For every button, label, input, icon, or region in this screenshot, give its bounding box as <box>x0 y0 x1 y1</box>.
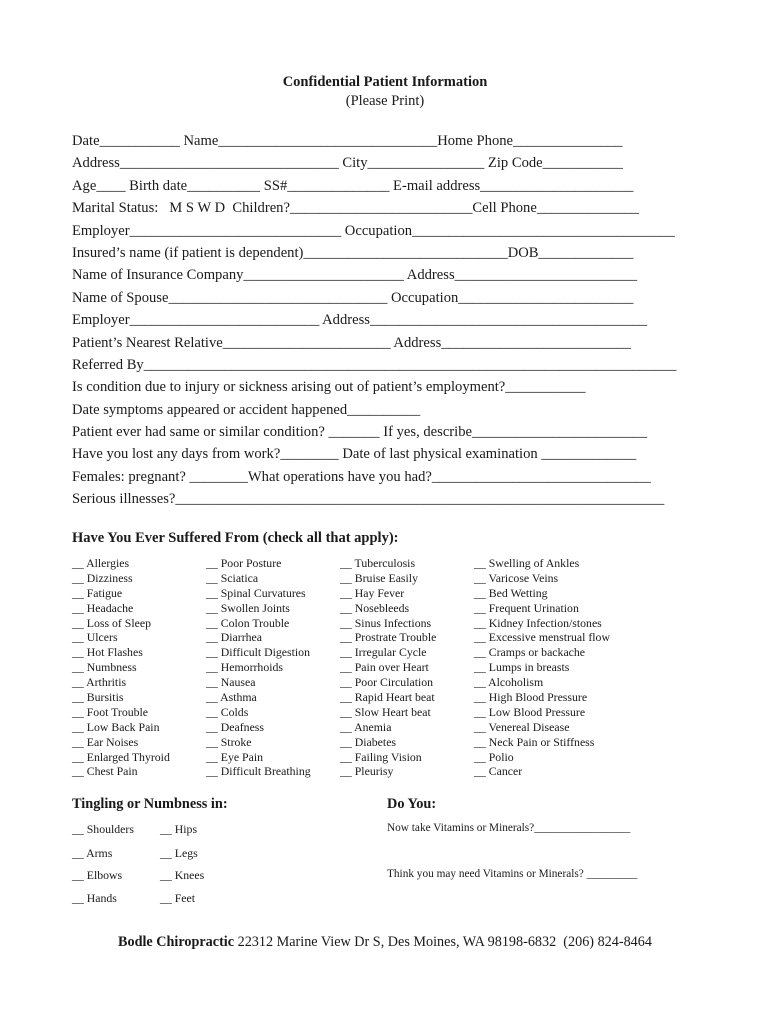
condition-checkbox[interactable]: __ Excessive menstrual flow <box>474 630 610 645</box>
condition-checkbox[interactable]: __ Spinal Curvatures <box>206 585 306 600</box>
form-line-marital-status[interactable]: Marital Status: M S W D Children?_________________________Cell Phone______________ <box>72 200 639 217</box>
form-line-insurance-company[interactable]: Name of Insurance Company______________________ Address_________________________ <box>72 267 638 284</box>
patient-details-fields <box>72 130 682 511</box>
form-title: Confidential Patient Information <box>282 74 488 90</box>
form-line-pregnant-operations[interactable]: Females: pregnant? ________What operations have you had?______________________________ <box>72 468 651 485</box>
condition-checkbox[interactable]: __ Cancer <box>474 764 523 779</box>
do-you-heading: Do You: <box>387 796 437 812</box>
condition-checkbox[interactable]: __ Slow Heart beat <box>340 704 431 719</box>
condition-checkbox[interactable]: __ Asthma <box>206 690 257 705</box>
condition-checkbox[interactable]: __ Colds <box>206 704 249 719</box>
condition-checkbox[interactable]: __ Kidney Infection/stones <box>474 615 602 630</box>
form-line-spouse[interactable]: Name of Spouse______________________________ Occupation________________________ <box>72 289 634 306</box>
condition-checkbox[interactable]: __ Difficult Breathing <box>206 764 311 779</box>
vitamins-now-field[interactable]: Now take Vitamins or Minerals?_________________ <box>387 822 631 834</box>
condition-checkbox[interactable]: __ Polio <box>474 749 514 764</box>
condition-checkbox[interactable]: __ Bruise Easily <box>340 570 418 585</box>
condition-checkbox[interactable]: __ Low Blood Pressure <box>474 704 586 719</box>
condition-checkbox[interactable]: __ Sinus Infections <box>340 615 432 630</box>
condition-checkbox[interactable]: __ Hay Fever <box>340 585 405 600</box>
form-line-symptoms-date[interactable]: Date symptoms appeared or accident happened__________ <box>72 401 421 418</box>
condition-checkbox[interactable]: __ Allergies <box>72 556 130 570</box>
condition-checkbox[interactable]: __ Eye Pain <box>206 749 264 764</box>
form-line-referred-by[interactable]: Referred By_________________________________________________________________________ <box>72 356 677 373</box>
tingling-shoulders-checkbox[interactable]: __ Shoulders <box>72 822 134 836</box>
condition-checkbox[interactable]: __ Numbness <box>72 660 137 675</box>
condition-checkbox[interactable]: __ Hot Flashes <box>72 645 143 660</box>
conditions-column-2 <box>206 556 311 779</box>
condition-checkbox[interactable]: __ Diarrhea <box>206 630 263 645</box>
condition-checkbox[interactable]: __ Venereal Disease <box>474 719 570 734</box>
tingling-hips-checkbox[interactable]: __ Hips <box>160 822 198 836</box>
clinic-name: Bodle Chiropractic <box>118 934 235 950</box>
condition-checkbox[interactable]: __ Sciatica <box>206 570 259 585</box>
condition-checkbox[interactable]: __ Diabetes <box>340 734 397 749</box>
form-line-employer[interactable]: Employer_____________________________ Occupation____________________________________ <box>72 222 675 239</box>
conditions-heading: Have You Ever Suffered From (check all that apply): <box>72 530 399 546</box>
condition-checkbox[interactable]: __ Tuberculosis <box>340 556 416 570</box>
vitamins-need-field[interactable]: Think you may need Vitamins or Minerals? _________ <box>387 868 638 880</box>
form-line-spouse-employer[interactable]: Employer__________________________ Address______________________________________ <box>72 312 648 329</box>
condition-checkbox[interactable]: __ Dizziness <box>72 570 133 585</box>
clinic-contact: 22312 Marine View Dr S, Des Moines, WA 98198-6832 (206) 824-8464 <box>234 934 652 950</box>
condition-checkbox[interactable]: __ Ulcers <box>72 630 118 645</box>
condition-checkbox[interactable]: __ Enlarged Thyroid <box>72 749 170 764</box>
condition-checkbox[interactable]: __ Swelling of Ankles <box>474 556 580 570</box>
condition-checkbox[interactable]: __ Nosebleeds <box>340 600 410 615</box>
condition-checkbox[interactable]: __ Bed Wetting <box>474 585 548 600</box>
tingling-feet-checkbox[interactable]: __ Feet <box>160 891 196 905</box>
condition-checkbox[interactable]: __ Low Back Pain <box>72 719 160 734</box>
condition-checkbox[interactable]: __ Arthritis <box>72 675 127 690</box>
condition-checkbox[interactable]: __ Colon Trouble <box>206 615 290 630</box>
condition-checkbox[interactable]: __ Headache <box>72 600 134 615</box>
condition-checkbox[interactable]: __ Deafness <box>206 719 264 734</box>
condition-checkbox[interactable]: __ Stroke <box>206 734 252 749</box>
footer <box>0 934 770 951</box>
condition-checkbox[interactable]: __ Prostrate Trouble <box>340 630 437 645</box>
condition-checkbox[interactable]: __ Rapid Heart beat <box>340 690 435 705</box>
condition-checkbox[interactable]: __ Varicose Veins <box>474 570 559 585</box>
tingling-knees-checkbox[interactable]: __ Knees <box>160 868 205 882</box>
condition-checkbox[interactable]: __ High Blood Pressure <box>474 690 588 705</box>
condition-checkbox[interactable]: __ Lumps in breasts <box>474 660 570 675</box>
condition-checkbox[interactable]: __ Difficult Digestion <box>206 645 310 660</box>
condition-checkbox[interactable]: __ Anemia <box>340 719 392 734</box>
condition-checkbox[interactable]: __ Swollen Joints <box>206 600 290 615</box>
condition-checkbox[interactable]: __ Failing Vision <box>340 749 422 764</box>
tingling-hands-checkbox[interactable]: __ Hands <box>72 891 117 905</box>
tingling-arms-checkbox[interactable]: __ Arms <box>72 846 113 860</box>
conditions-column-3 <box>340 556 436 779</box>
form-line-nearest-relative[interactable]: Patient’s Nearest Relative_______________________ Address__________________________ <box>72 334 631 351</box>
condition-checkbox[interactable]: __ Chest Pain <box>72 764 138 779</box>
condition-checkbox[interactable]: __ Ear Noises <box>72 734 139 749</box>
condition-checkbox[interactable]: __ Pleurisy <box>340 764 394 779</box>
tingling-legs-checkbox[interactable]: __ Legs <box>160 846 198 860</box>
condition-checkbox[interactable]: __ Hemorrhoids <box>206 660 283 675</box>
conditions-column-4 <box>474 556 610 779</box>
condition-checkbox[interactable]: __ Cramps or backache <box>474 645 586 660</box>
condition-checkbox[interactable]: __ Pain over Heart <box>340 660 429 675</box>
form-line-age-birthdate[interactable]: Age____ Birth date__________ SS#______________ E-mail address_____________________ <box>72 177 634 194</box>
form-line-similar-condition[interactable]: Patient ever had same or similar condition? _______ If yes, describe________________________ <box>72 424 648 441</box>
condition-checkbox[interactable]: __ Neck Pain or Stiffness <box>474 734 595 749</box>
form-line-date-name-phone[interactable]: Date___________ Name______________________________Home Phone_______________ <box>72 133 623 149</box>
conditions-column-1 <box>72 556 170 779</box>
condition-checkbox[interactable]: __ Poor Circulation <box>340 675 434 690</box>
form-line-address[interactable]: Address______________________________ City________________ Zip Code___________ <box>72 155 623 172</box>
form-line-insured-name[interactable]: Insured’s name (if patient is dependent)____________________________DOB_____________ <box>72 244 634 261</box>
form-line-days-lost[interactable]: Have you lost any days from work?________ Date of last physical examination _____________ <box>72 446 637 463</box>
condition-checkbox[interactable]: __ Nausea <box>206 675 256 690</box>
condition-checkbox[interactable]: __ Bursitis <box>72 690 124 705</box>
tingling-elbows-checkbox[interactable]: __ Elbows <box>72 868 123 882</box>
condition-checkbox[interactable]: __ Frequent Urination <box>474 600 579 615</box>
form-subtitle: (Please Print) <box>345 93 425 109</box>
condition-checkbox[interactable]: __ Fatigue <box>72 585 123 600</box>
condition-checkbox[interactable]: __ Irregular Cycle <box>340 645 427 660</box>
form-line-serious-illnesses[interactable]: Serious illnesses?___________________________________________________________________ <box>72 491 665 508</box>
condition-checkbox[interactable]: __ Loss of Sleep <box>72 615 151 630</box>
condition-checkbox[interactable]: __ Poor Posture <box>206 556 282 570</box>
form-line-employment-injury[interactable]: Is condition due to injury or sickness arising out of patient’s employment?___________ <box>72 379 586 396</box>
tingling-heading: Tingling or Numbness in: <box>72 796 228 812</box>
condition-checkbox[interactable]: __ Alcoholism <box>474 675 544 690</box>
condition-checkbox[interactable]: __ Foot Trouble <box>72 704 149 719</box>
